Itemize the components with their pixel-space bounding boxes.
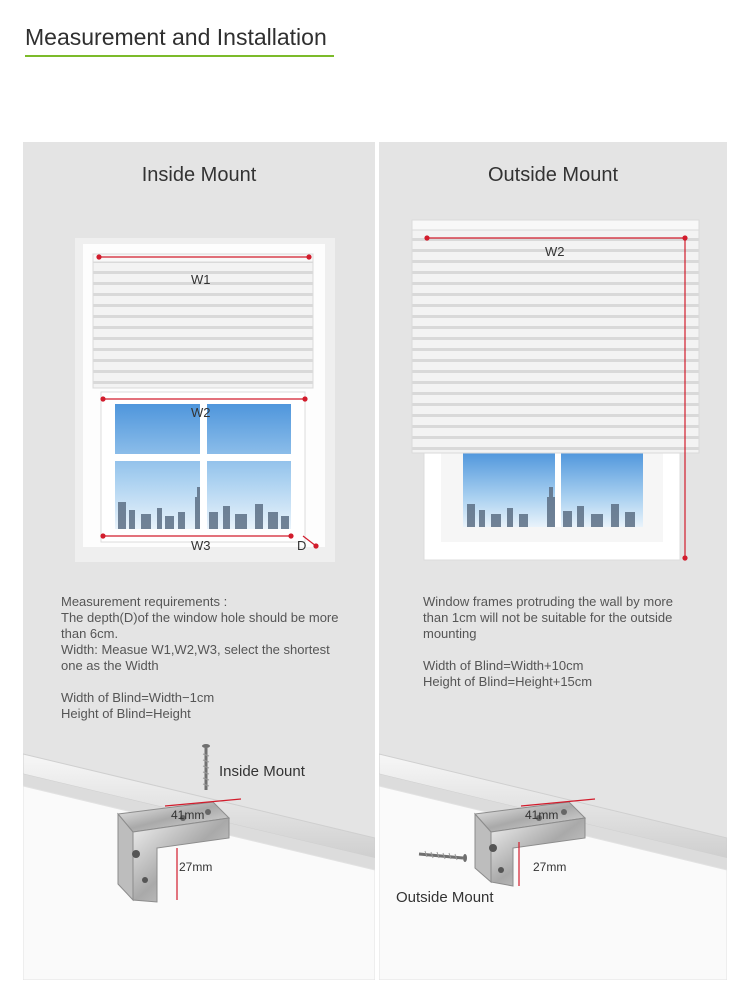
inside-note-line: The depth(D)of the window hole should be more (61, 610, 339, 625)
outside-note-line: mounting (423, 626, 477, 641)
outside-height-label: 27mm (533, 860, 567, 874)
inside-mount-panel (23, 142, 375, 980)
inside-note-line: one as the Width (61, 658, 159, 673)
inside-mount-illustration (23, 142, 375, 980)
title-underline (25, 55, 334, 57)
outside-mount-panel (379, 142, 727, 980)
label-w2: W2 (191, 405, 211, 420)
page-title: Measurement and Installation (25, 24, 327, 50)
outside-formula-width: Width of Blind=Width+10cm (423, 658, 584, 673)
label-w2: W2 (545, 244, 565, 259)
outside-width-label: 41mm (525, 808, 559, 822)
outside-note-line: than 1cm will not be suitable for the outside (423, 610, 673, 625)
inside-height-label: 27mm (179, 860, 213, 874)
outside-mount-notes (423, 594, 713, 690)
screw-icon (202, 744, 210, 790)
label-w3: W3 (191, 538, 211, 553)
inside-width-label: 41mm (171, 808, 205, 822)
inside-formula-width: Width of Blind=Width−1cm (61, 690, 215, 705)
inside-note-line: Measurement requirements : (61, 594, 228, 609)
inside-screw-label: Inside Mount (219, 763, 305, 780)
inside-formula-height: Height of Blind=Height (61, 706, 191, 721)
label-w1: W1 (191, 272, 211, 287)
inside-mount-notes (61, 594, 361, 722)
outside-screw-label: Outside Mount (396, 889, 494, 906)
outside-note-line: Window frames protruding the wall by more (423, 594, 673, 609)
outside-mount-illustration (379, 142, 727, 980)
inside-mount-heading: Inside Mount (141, 164, 257, 186)
outside-mount-heading: Outside Mount (487, 164, 619, 186)
label-d: D (297, 538, 307, 553)
outside-formula-height: Height of Blind=Height+15cm (423, 674, 593, 689)
inside-note-line: than 6cm. (61, 626, 119, 641)
inside-note-line: Width: Measue W1,W2,W3, select the shortest (61, 642, 330, 657)
